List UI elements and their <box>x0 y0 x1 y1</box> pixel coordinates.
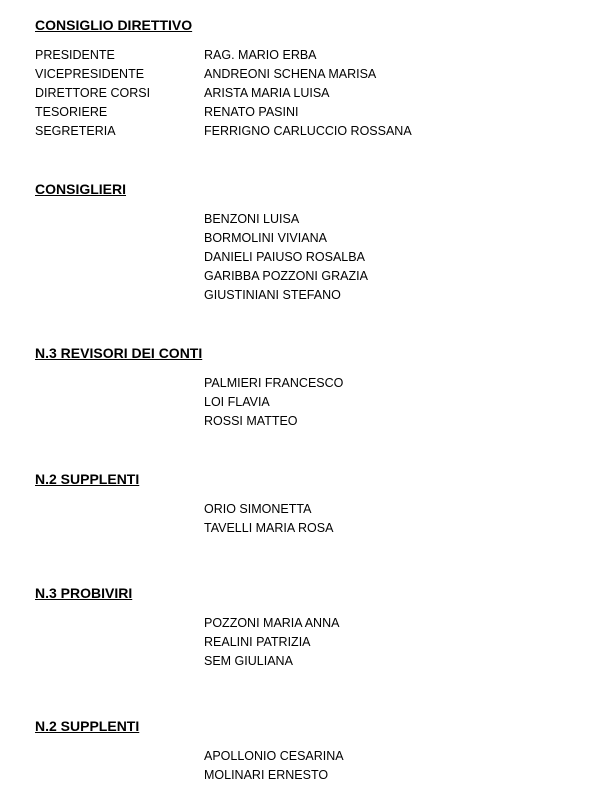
member-name: DANIELI PAIUSO ROSALBA <box>204 250 365 264</box>
section-heading-revisori: N.3 REVISORI DEI CONTI <box>35 345 203 361</box>
member-row <box>35 766 595 785</box>
member-row <box>35 286 595 305</box>
officer-name: ARISTA MARIA LUISA <box>204 86 330 100</box>
officer-role: VICEPRESIDENTE <box>35 67 145 81</box>
member-row <box>35 614 595 633</box>
member-name: APOLLONIO CESARINA <box>204 749 344 763</box>
member-name: ROSSI MATTEO <box>204 414 298 428</box>
member-row <box>35 519 595 538</box>
member-row <box>35 229 595 248</box>
officer-name: FERRIGNO CARLUCCIO ROSSANA <box>204 124 412 138</box>
officer-row <box>35 84 595 103</box>
member-row <box>35 633 595 652</box>
member-name: SEM GIULIANA <box>204 654 293 668</box>
officer-role: DIRETTORE CORSI <box>35 86 151 100</box>
member-row <box>35 248 595 267</box>
section-heading-supplenti-revisori: N.2 SUPPLENTI <box>35 471 140 487</box>
section-heading-consiglieri: CONSIGLIERI <box>35 181 127 197</box>
member-name: PALMIERI FRANCESCO <box>204 376 344 390</box>
officer-role: TESORIERE <box>35 105 108 119</box>
officer-row <box>35 122 595 141</box>
officer-name: RENATO PASINI <box>204 105 299 119</box>
member-name: BENZONI LUISA <box>204 212 300 226</box>
member-row <box>35 747 595 766</box>
member-name: GIUSTINIANI STEFANO <box>204 288 341 302</box>
member-name: REALINI PATRIZIA <box>204 635 311 649</box>
officer-row <box>35 46 595 65</box>
member-row <box>35 500 595 519</box>
member-row <box>35 393 595 412</box>
member-name: BORMOLINI VIVIANA <box>204 231 327 245</box>
section-heading-consiglio-direttivo: CONSIGLIO DIRETTIVO <box>35 17 193 33</box>
member-name: POZZONI MARIA ANNA <box>204 616 340 630</box>
member-row <box>35 210 595 229</box>
officer-name: RAG. MARIO ERBA <box>204 48 317 62</box>
member-name: LOI FLAVIA <box>204 395 270 409</box>
officer-row <box>35 65 595 84</box>
member-row <box>35 267 595 286</box>
member-row <box>35 412 595 431</box>
member-name: TAVELLI MARIA ROSA <box>204 521 334 535</box>
section-heading-supplenti-probiviri: N.2 SUPPLENTI <box>35 718 140 734</box>
officer-name: ANDREONI SCHENA MARISA <box>204 67 377 81</box>
member-row <box>35 652 595 671</box>
member-name: GARIBBA POZZONI GRAZIA <box>204 269 368 283</box>
section-heading-probiviri: N.3 PROBIVIRI <box>35 585 133 601</box>
officer-role: SEGRETERIA <box>35 124 116 138</box>
officer-row <box>35 103 595 122</box>
member-row <box>35 374 595 393</box>
member-name: MOLINARI ERNESTO <box>204 768 329 782</box>
member-name: ORIO SIMONETTA <box>204 502 312 516</box>
officer-role: PRESIDENTE <box>35 48 115 62</box>
